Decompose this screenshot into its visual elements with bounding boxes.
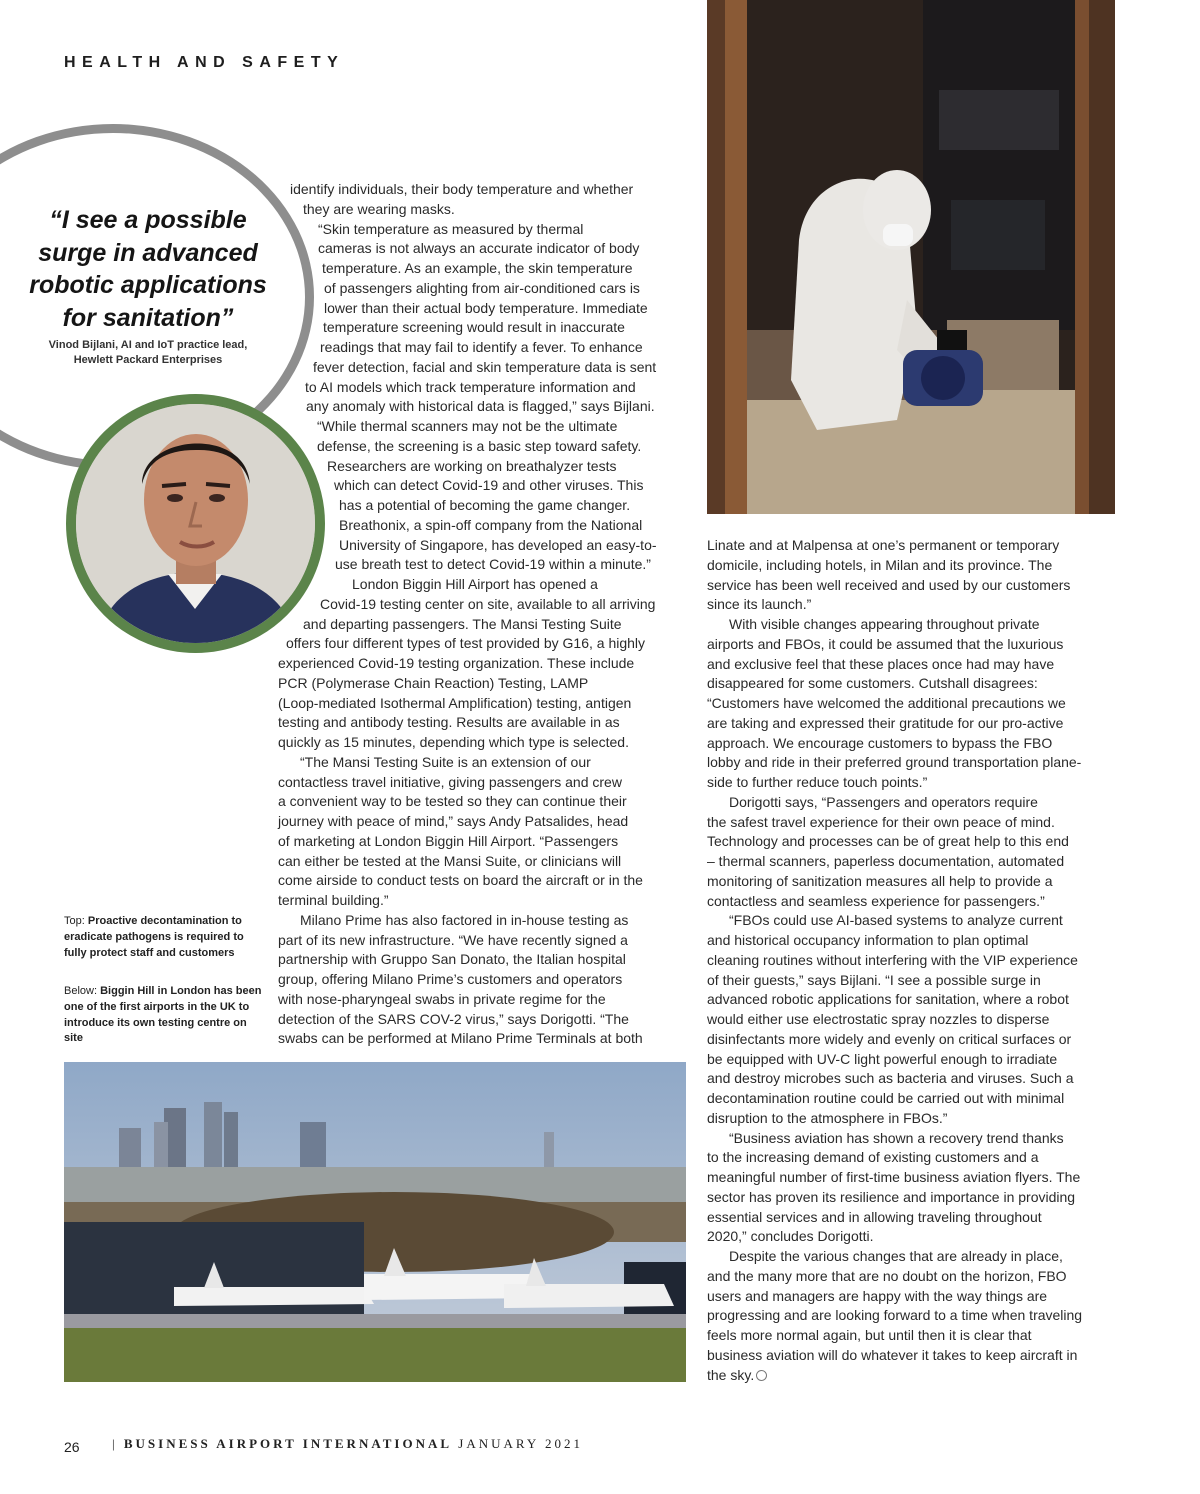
text-line: journey with peace of mind,” says Andy Patsalides, head [278,813,629,829]
text-line: be equipped with UV-C light powerful enough to irradiate [707,1050,1058,1067]
decontamination-photo [707,0,1115,514]
text-line: with nose-pharyngeal swabs in private regime for the [278,990,606,1007]
pull-quote-line: robotic applications [29,271,267,299]
text-line: and the many more that are no doubt on the horizon, FBO [707,1267,1067,1284]
caption-top-text: Proactive decontamination to eradicate pathogens is required to fully protect staff and customers [64,915,244,959]
text-line: meaningful number of first-time business aviation flyers. The [707,1169,1081,1185]
text-line: part of its new infrastructure. “We have recently signed a [278,931,628,948]
text-line: to AI models which track temperature information and [305,378,636,395]
text-line: readings that may fail to identify a fever. To enhance [320,339,643,355]
text-line: experienced Covid-19 testing organization. These include [278,655,635,671]
text-line-content: the sky. [707,1366,755,1383]
pull-quote-line: for sanitation” [62,303,234,332]
text-line: and departing passengers. The Mansi Testing Suite [303,615,622,632]
text-line: advanced robotic applications for sanitation, where a robot [707,991,1069,1008]
text-line: users and managers are happy with the way things are [707,1287,1048,1304]
text-line: Despite the various changes that are already in place, [729,1248,1063,1264]
text-line: since its launch.” [707,596,812,613]
text-line: lobby and ride in their preferred ground transportation plane- [707,754,1082,771]
text-line: feels more normal again, but until then it is clear that [707,1327,1032,1343]
text-line: PCR (Polymerase Chain Reaction) Testing, LAMP [278,674,589,691]
text-line: service has been well received and used by our customers [707,576,1071,593]
page-number: 26 [64,1439,80,1455]
text-line: University of Singapore, has developed an easy-to- [339,536,657,553]
text-line: “Business aviation has shown a recovery trend thanks [729,1129,1064,1146]
text-line: contactless and seamless experience for passengers.” [707,892,1045,909]
text-line: fever detection, facial and skin temperature data is sent [313,358,657,375]
text-line: approach. We encourage customers to bypass the FBO [707,734,1053,751]
text-line: airports and FBOs, it could be assumed that the luxurious [707,635,1064,652]
attribution-line: Hewlett Packard Enterprises [73,354,223,366]
text-line: disruption to the atmosphere in FBOs.” [707,1109,948,1126]
text-line: the safest travel experience for their own peace of mind. [707,813,1055,830]
text-line: business aviation will do whatever it takes to keep aircraft in [707,1346,1078,1363]
text-line: and exclusive feel that these places once had may have [707,655,1055,672]
text-line: sector has proven its resilience and importance in providing [707,1188,1076,1205]
text-line: contactless travel initiative, giving passengers and crew [278,773,622,790]
pull-quote-line: surge in advanced [38,238,258,267]
pull-quote-line: “I see a possible [49,206,247,234]
caption-bottom-label: Below: [64,985,98,997]
text-line: (Loop-mediated Isothermal Amplification) testing, antigen [278,694,632,711]
text-line: “Skin temperature as measured by thermal [318,220,584,237]
text-line: which can detect Covid-19 and other viruses. This [334,477,644,494]
text-line: offers four different types of test provided by G16, a highly [286,635,646,652]
text-line: Technology and processes can be of great help to this end [707,833,1069,850]
text-line: group, offering Milano Prime’s customers and operators [278,971,623,987]
text-line: identify individuals, their body temperature and whether [290,181,634,197]
text-line: they are wearing masks. [303,200,455,217]
text-line: of passengers alighting from air-conditioned cars is [324,279,640,296]
caption-top [64,914,268,961]
text-line: With visible changes appearing throughout private [729,616,1040,632]
text-line: cameras is not always an accurate indicator of body [318,240,640,257]
last-text-line [707,1366,1127,1386]
text-line: “The Mansi Testing Suite is an extension of our [300,753,591,770]
text-line: come airside to conduct tests on board the aircraft or in the [278,872,643,889]
publication-name: BUSINESS AIRPORT INTERNATIONAL [123,1436,453,1451]
text-line: cleaning routines without interfering with the VIP experience [707,951,1078,968]
text-line: lower than their actual body temperature. Immediate [324,299,648,316]
issue-date: JANUARY 2021 [458,1436,584,1451]
text-line: use breath test to detect Covid-19 within a minute.” [335,556,651,573]
text-line: any anomaly with historical data is flagged,” says Bijlani. [306,398,655,415]
text-line: progressing and are looking forward to a time when traveling [707,1307,1083,1324]
text-line: of marketing at London Biggin Hill Airport. “Passengers [278,832,619,849]
text-line: “FBOs could use AI-based systems to analyze current [729,912,1063,929]
decontamination-illustration [707,0,1115,514]
text-line: quickly as 15 minutes, depending which type is selected. [278,734,629,750]
text-line: Researchers are working on breathalyzer tests [327,457,617,474]
text-line: “While thermal scanners may not be the ultimate [317,418,618,434]
text-line: swabs can be performed at Milano Prime Terminals at both [278,1030,643,1047]
text-line: Dorigotti says, “Passengers and operators require [729,793,1038,810]
text-line: Milano Prime has also factored in in-house testing as [300,911,629,928]
end-of-article-icon [756,1370,767,1381]
text-line: has a potential of becoming the game changer. [339,497,631,513]
text-line: terminal building.” [278,892,389,908]
article-column-right [707,536,1127,1385]
text-line: partnership with Gruppo San Donato, the Italian hospital [278,951,626,968]
text-line: essential services and in allowing traveling throughout [707,1208,1042,1225]
text-line: temperature. As an example, the skin temperature [322,260,633,276]
attribution-line: Vinod Bijlani, AI and IoT practice lead, [48,339,248,351]
text-line: monitoring of sanitization measures all help to provide a [707,872,1053,889]
text-line: and historical occupancy information to plan optimal [707,932,1029,948]
text-line: – thermal scanners, paperless documentation, automated [707,853,1065,869]
text-line: side to further reduce touch points.” [707,774,928,790]
text-line: would either use electrostatic spray nozzles to disperse [707,1011,1050,1027]
text-line: defense, the screening is a basic step toward safety. [317,437,642,454]
text-line: temperature screening would result in inaccurate [323,319,625,336]
text-line: Breathonix, a spin-off company from the National [339,516,643,533]
caption-bottom [64,984,268,1047]
text-line: London Biggin Hill Airport has opened a [352,576,598,592]
caption-bottom-text: Biggin Hill in London has been one of the first airports in the UK to introduce its own testing centre on site [64,985,262,1045]
text-line: are taking and expressed their gratitude for our pro-active [707,714,1064,731]
text-line: to the increasing demand of existing customers and a [707,1149,1039,1166]
caption-top-label: Top: [64,915,85,927]
text-line: domicile, including hotels, in Milan and its province. The [707,556,1053,573]
text-line: and destroy microbes such as bacteria and viruses. Such a [707,1070,1074,1087]
biggin-hill-photo [64,1062,686,1382]
text-line: testing and antibody testing. Results are available in as [278,714,620,731]
publication-footer [112,1436,583,1452]
airport-illustration [64,1062,686,1382]
text-line: a convenient way to be tested so they can continue their [278,793,627,810]
footer-separator: | [112,1436,118,1451]
text-line: Linate and at Malpensa at one’s permanent or temporary [707,537,1060,553]
text-line: of their guests,” says Bijlani. “I see a possible surge in [707,971,1041,988]
text-line: disappeared for some customers. Cutshall disagrees: [707,675,1038,692]
text-line: decontamination routine could be carried out with minimal [707,1090,1065,1106]
text-line: 2020,” concludes Dorigotti. [707,1228,874,1245]
text-line: Covid-19 testing center on site, available to all arriving [320,595,656,612]
text-line: “Customers have welcomed the additional precautions we [707,695,1066,711]
text-line: can either be tested at the Mansi Suite, or clinicians will [278,852,622,869]
text-line: disinfectants more widely and evenly on critical surfaces or [707,1030,1072,1047]
text-line: detection of the SARS COV-2 virus,” says Dorigotti. “The [278,1010,629,1027]
section-title: HEALTH AND SAFETY [64,54,345,71]
